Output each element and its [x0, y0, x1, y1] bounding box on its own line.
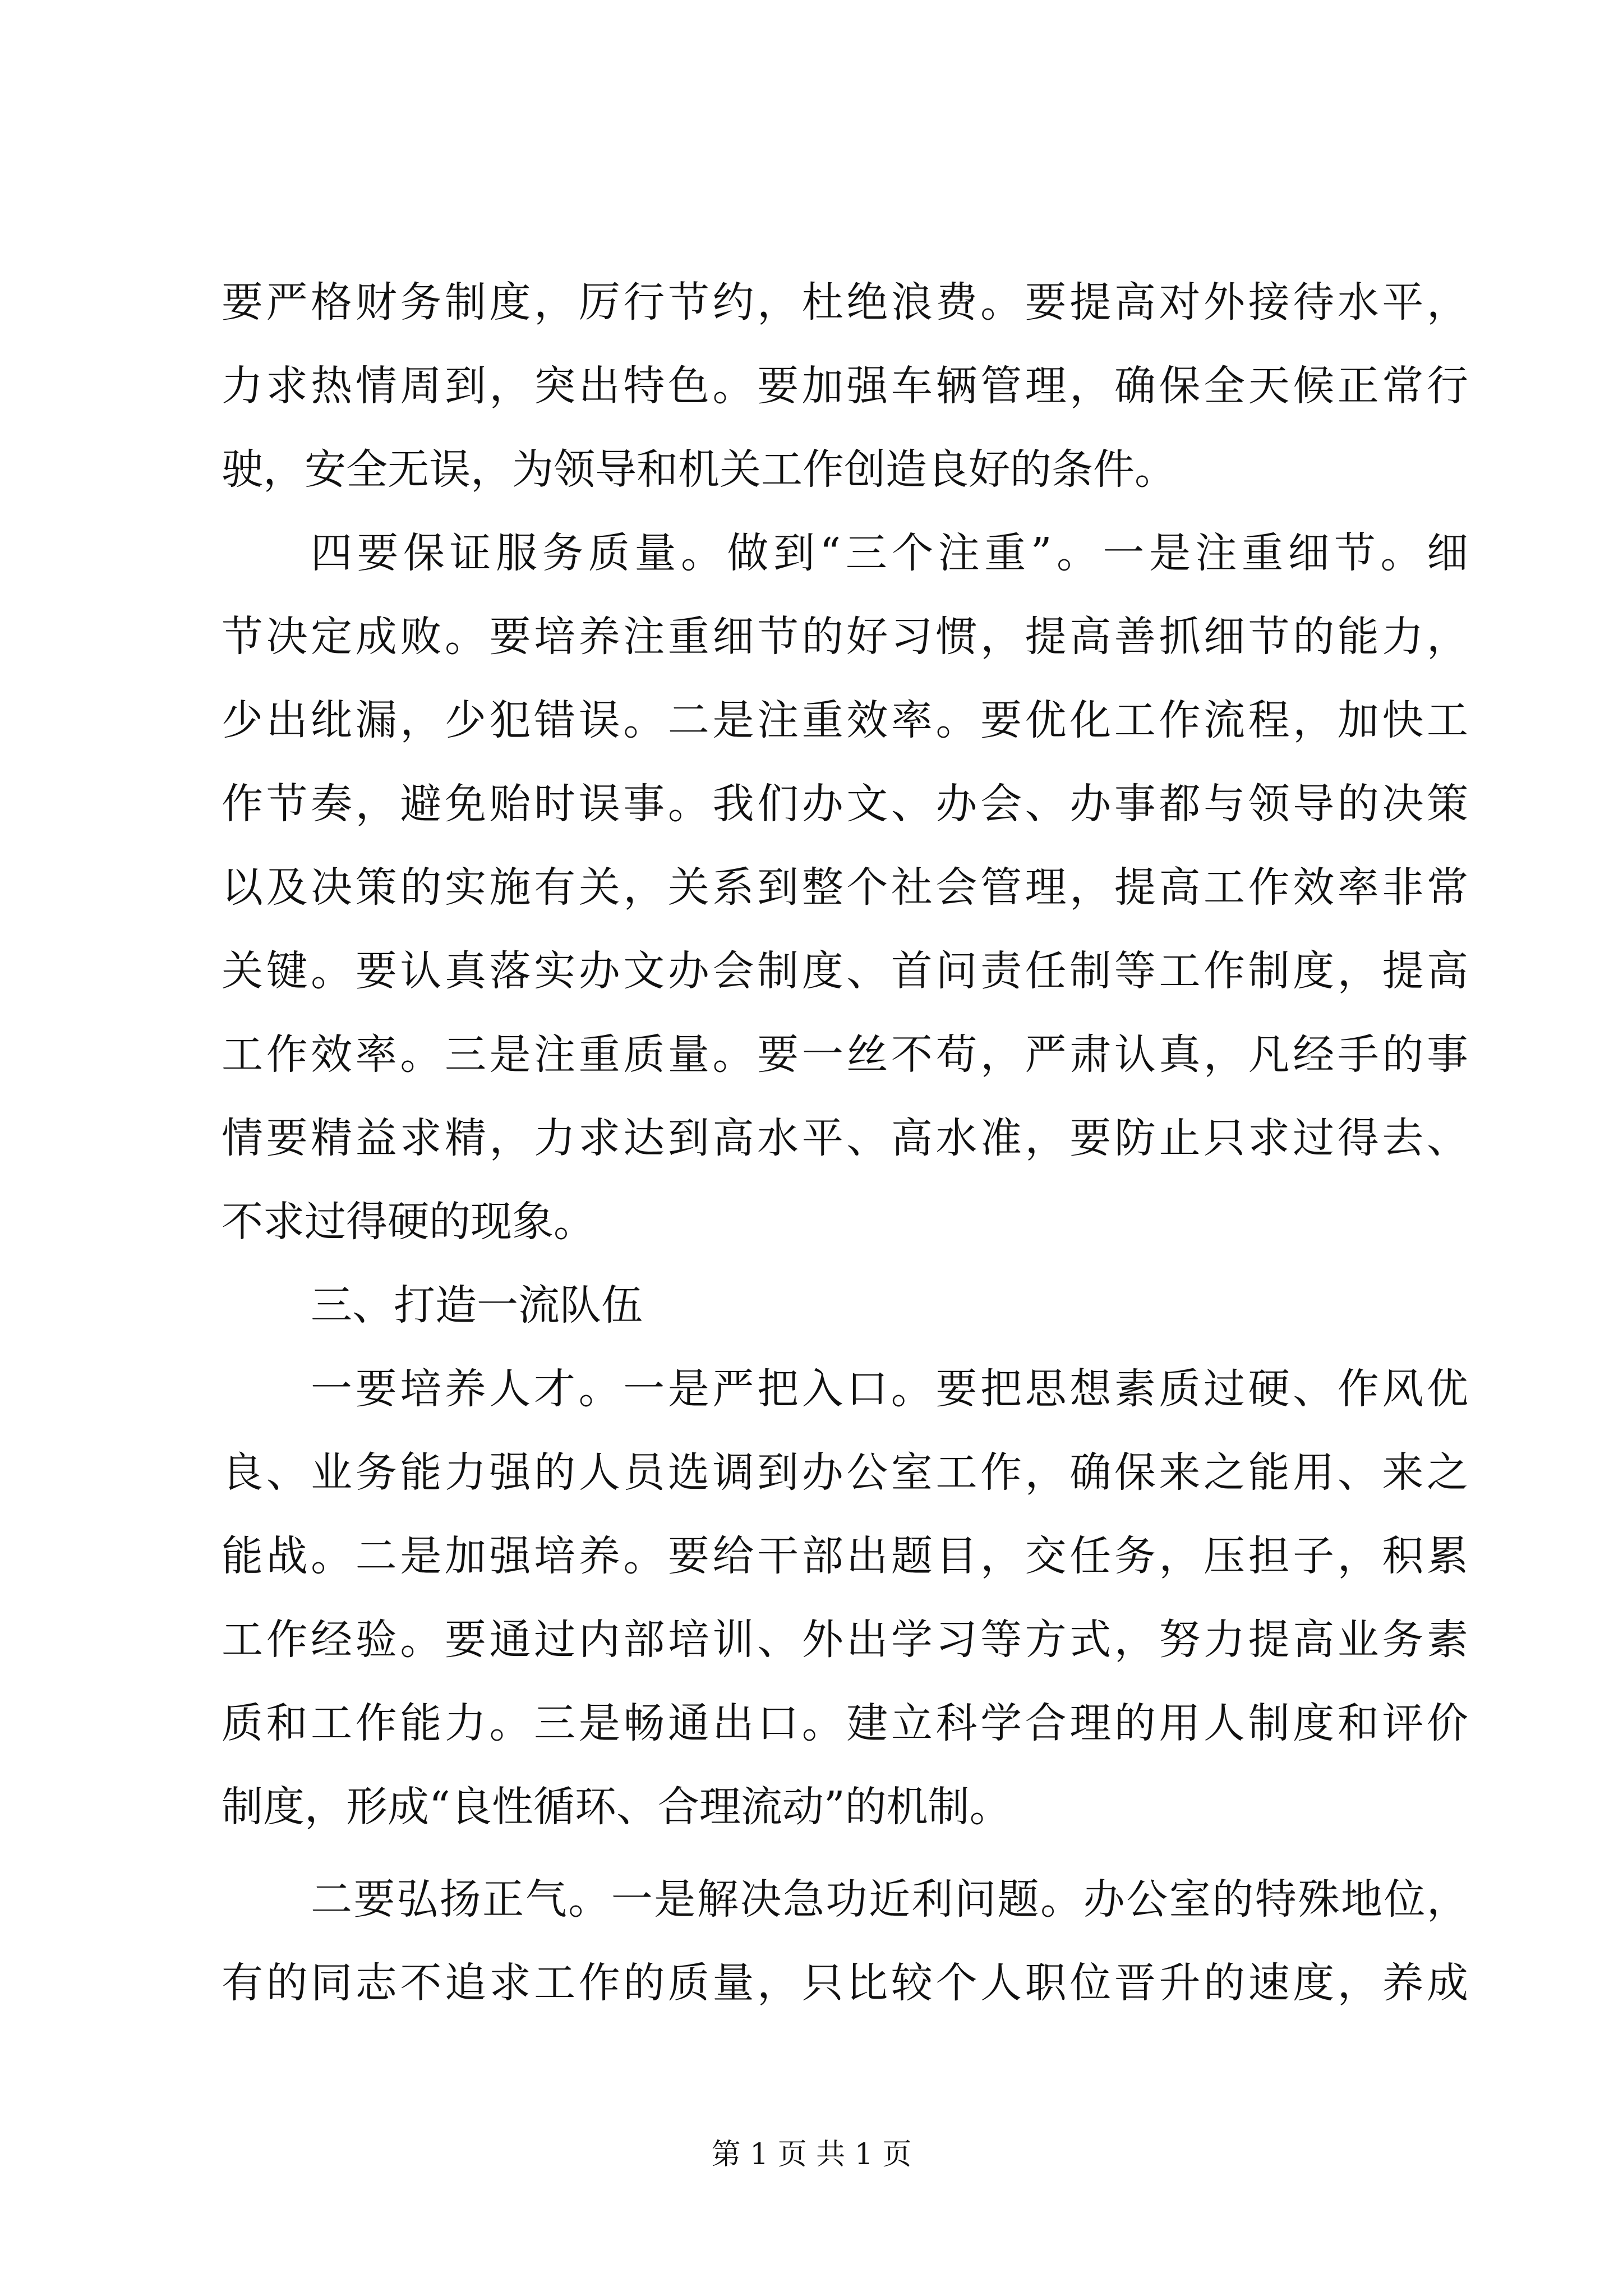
text-line: 二要弘扬正气。一是解决急功近利问题。办公室的特殊地位， — [311, 1875, 1468, 1924]
text-line: 力求热情周到，突出特色。要加强车辆管理，确保全天候正常行 — [222, 362, 1468, 410]
paragraph — [222, 1858, 1468, 2025]
text-line: 关键。要认真落实办文办会制度、首问责任制等工作制度，提高 — [222, 947, 1468, 995]
text-line: 一要培养人才。一是严把入口。要把思想素质过硬、作风优 — [311, 1365, 1468, 1413]
page-footer: 第 1 页 共 1 页 — [711, 2138, 912, 2171]
text-line: 节决定成败。要培养注重细节的好习惯，提高善抓细节的能力， — [222, 613, 1468, 661]
text-line: 工作经验。要通过内部培训、外出学习等方式，努力提高业务素 — [222, 1616, 1468, 1664]
text-line: 作节奏，避免贻时误事。我们办文、办会、办事都与领导的决策 — [222, 780, 1468, 828]
text-line: 少出纰漏，少犯错误。二是注重效率。要优化工作流程，加快工 — [222, 696, 1468, 744]
document-body — [222, 261, 1468, 2025]
text-line: 有的同志不追求工作的质量，只比较个人职位晋升的速度，养成 — [222, 1959, 1468, 2007]
text-line: 要严格财务制度，厉行节约，杜绝浪费。要提高对外接待水平， — [222, 278, 1468, 326]
text-line: 质和工作能力。三是畅通出口。建立科学合理的用人制度和评价 — [222, 1699, 1468, 1747]
paragraph — [222, 512, 1468, 1264]
text-line: 制度，形成“良性循环、合理流动”的机制。 — [222, 1783, 1011, 1831]
text-line: 驶，安全无误，为领导和机关工作创造良好的条件。 — [222, 445, 1176, 494]
section-heading: 三、打造一流队伍 — [311, 1281, 643, 1329]
text-line: 四要保证服务质量。做到“三个注重”。一是注重细节。细 — [311, 529, 1468, 577]
text-line: 不求过得硬的现象。 — [222, 1198, 595, 1246]
paragraph — [222, 1347, 1468, 1849]
paragraph — [222, 261, 1468, 512]
text-line: 良、业务能力强的人员选调到办公室工作，确保来之能用、来之 — [222, 1448, 1468, 1497]
text-line: 情要精益求精，力求达到高水平、高水准，要防止只求过得去、 — [222, 1114, 1468, 1162]
text-line: 能战。二是加强培养。要给干部出题目，交任务，压担子，积累 — [222, 1532, 1468, 1580]
text-line: 工作效率。三是注重质量。要一丝不苟，严肃认真，凡经手的事 — [222, 1030, 1468, 1079]
text-line: 以及决策的实施有关，关系到整个社会管理，提高工作效率非常 — [222, 863, 1468, 912]
